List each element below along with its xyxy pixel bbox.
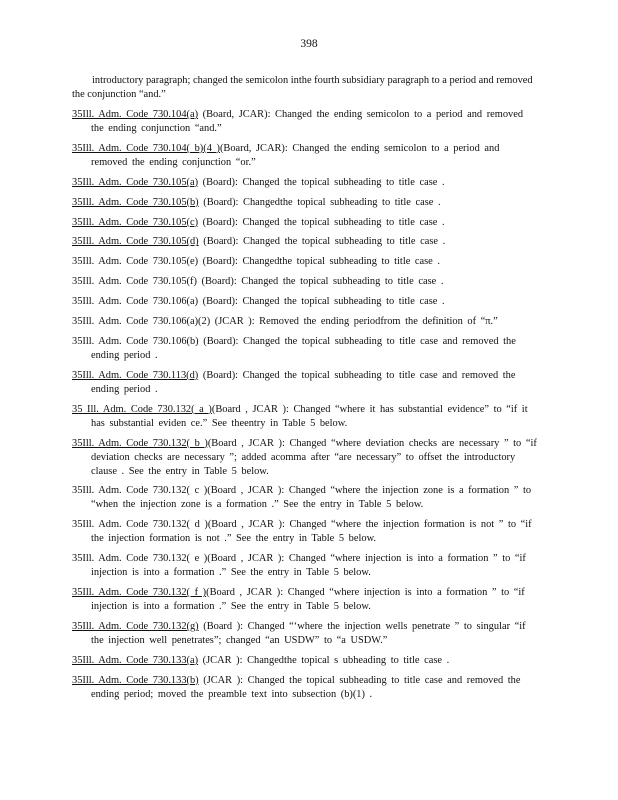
amendment-entry <box>72 586 538 614</box>
amendment-entry <box>72 295 538 309</box>
amendment-description: (Board): Changedthe topical subheading to title case . <box>198 196 441 208</box>
code-citation: 35Ill. Adm. Code 730.132( b ) <box>72 437 208 449</box>
code-citation: 35Ill. Adm. Code 730.105(e) <box>72 256 199 268</box>
amendment-entry <box>72 196 538 210</box>
code-citation: 35Ill. Adm. Code 730.105(f) <box>72 276 197 288</box>
amendment-description: (JCAR ): Removed the ending periodfrom the definition of “π.” <box>210 316 498 328</box>
code-citation: 35Ill. Adm. Code 730.133(a) <box>72 654 199 666</box>
amendment-entry <box>72 176 538 190</box>
amendment-description: (Board , JCAR ): Changed “where it has substantial evidence” to “if it has substantial eviden ce.” See theentry in Table 5 below. <box>91 403 528 429</box>
amendment-entry <box>72 674 538 702</box>
amendment-entries-list <box>72 108 538 708</box>
amendment-entry <box>72 620 538 648</box>
amendment-description: (Board): Changed the topical subheading to title case and removed the ending period . <box>91 369 516 395</box>
amendment-entry <box>72 335 538 363</box>
amendment-description: (Board , JCAR ): Changed “where injection is into a formation ” to “if injection is into a formation .” See the entry in Table 5 below. <box>91 553 526 579</box>
amendment-description: (Board, JCAR): Changed the ending semicolon to a period and removed the ending conjunction “or.” <box>91 142 500 168</box>
code-citation: 35Ill. Adm. Code 730.105(d) <box>72 236 199 248</box>
code-citation: 35Ill. Adm. Code 730.133(b) <box>72 674 199 686</box>
amendment-entry <box>72 275 538 289</box>
amendment-description: (JCAR ): Changedthe topical s ubheading to title case . <box>198 654 450 666</box>
amendment-entry <box>72 437 538 479</box>
amendment-description: (Board): Changed the topical subheading to title case . <box>198 216 445 228</box>
code-citation: 35Ill. Adm. Code 730.132( c ) <box>72 485 208 497</box>
amendment-entry <box>72 654 538 668</box>
amendment-description: (Board , JCAR ): Changed “where the injection formation is not ” to “if the injection formation is not .” See the entry in Table 5 below. <box>91 519 532 545</box>
amendment-description: (Board): Changed the topical subheading to title case . <box>196 276 444 288</box>
code-citation: 35Ill. Adm. Code 730.132(g) <box>72 621 199 633</box>
code-citation: 35Ill. Adm. Code 730.104( b)(4 ) <box>72 142 220 154</box>
amendment-description: (Board , JCAR ): Changed “where injection is into a formation ” to “if injection is into a formation .” See the entry in Table 5 below. <box>91 587 525 613</box>
amendment-entry <box>72 142 538 170</box>
code-citation: 35Ill. Adm. Code 730.106(b) <box>72 335 199 347</box>
page-number: 398 <box>300 38 318 50</box>
amendment-entry <box>72 255 538 269</box>
amendment-description: (Board): Changed the topical subheading to title case and removed the ending period . <box>91 335 516 361</box>
code-citation: 35Ill. Adm. Code 730.104(a) <box>72 109 199 120</box>
amendment-entry <box>72 518 538 546</box>
amendment-description: (Board ): Changed “‘where the injection wells penetrate ” to singular “if the injection well penetrates”; changed “an USDW” to “a USDW.” <box>91 621 526 647</box>
code-citation: 35Ill. Adm. Code 730.113(d) <box>72 369 199 381</box>
amendment-description: (Board , JCAR ): Changed “where deviation checks are necessary ” to “if deviation checks are necessary ”; added acomma after “are necessary” to offset the introductory clause . See the entry in Table 5 below. <box>91 437 537 477</box>
code-citation: 35Ill. Adm. Code 730.106(a) <box>72 296 199 308</box>
code-citation: 35Ill. Adm. Code 730.132( f ) <box>72 587 207 599</box>
amendment-description: (Board): Changed the topical subheading to title case . <box>198 176 445 188</box>
code-citation: 35Ill. Adm. Code 730.105(b) <box>72 196 199 208</box>
amendment-description: (JCAR ): Changed the topical subheading to title case and removed the ending period; moved the preamble text into subsection (b)(1) . <box>91 674 521 700</box>
amendment-entry <box>72 315 538 329</box>
code-citation: 35Ill. Adm. Code 730.105(c) <box>72 216 199 228</box>
code-citation: 35Ill. Adm. Code 730.105(a) <box>72 176 199 188</box>
amendment-description: (Board): Changed the topical subheading to title case . <box>198 296 445 308</box>
amendment-description: (Board): Changed the topical subheading to title case . <box>198 236 446 248</box>
amendment-description: (Board, JCAR): Changed the ending semicolon to a period and removed the ending conjunction “and.” <box>91 109 524 134</box>
code-citation: 35Ill. Adm. Code 730.132( e ) <box>72 553 208 565</box>
amendment-entry <box>72 108 538 136</box>
amendment-entry <box>72 552 538 580</box>
amendment-entry <box>72 216 538 230</box>
code-citation: 35Ill. Adm. Code 730.106(a)(2) <box>72 316 211 328</box>
code-citation: 35 Ill. Adm. Code 730.132( a ) <box>72 403 212 415</box>
amendment-entry <box>72 369 538 397</box>
amendment-description: (Board , JCAR ): Changed “where the injection zone is a formation ” to “when the injection zone is a formation .” See the entry in Table 5 below. <box>91 485 532 511</box>
intro-paragraph-continuation: introductory paragraph; changed the semicolon inthe fourth subsidiary paragraph to a period and removed the conjunction “and.” <box>72 75 533 100</box>
amendment-entry <box>72 235 538 249</box>
amendment-description: (Board): Changedthe topical subheading to title case . <box>198 256 440 268</box>
code-citation: 35Ill. Adm. Code 730.132( d ) <box>72 519 208 531</box>
amendment-entry <box>72 484 538 512</box>
amendment-entry <box>72 403 538 431</box>
